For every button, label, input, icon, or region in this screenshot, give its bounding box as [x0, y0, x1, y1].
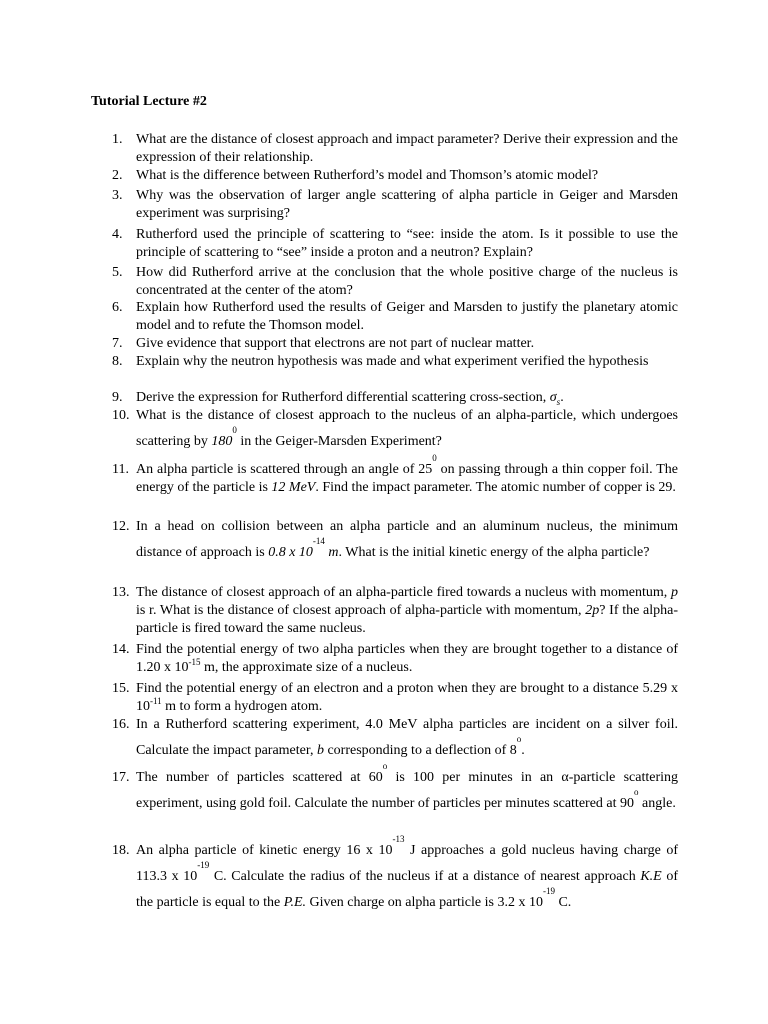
question-number: 16. — [112, 717, 130, 732]
question-number: 14. — [112, 642, 130, 657]
question-number: 3. — [112, 188, 123, 203]
page-title: Tutorial Lecture #2 — [91, 94, 207, 109]
question-number: 10. — [112, 408, 130, 423]
question-text: An alpha particle of kinetic energy 16 x $10^{-13}$ J approaches a gold nucleus having charge of 113.3 x $10^{-19}$ C. Calculate the radius of the nucleus if at a distance of nearest approach K.E of the particle is equal to the P.E. Given charge on alpha particle is 3.2 x $10^{-19}$ C. — [136, 834, 678, 910]
question-text: Give evidence that support that electrons are not part of nuclear matter. — [136, 336, 535, 351]
question-text: Explain how Rutherford used the results of Geiger and Marsden to justify the planetary atomic model and to refute the Thomson model. — [136, 300, 678, 333]
question-text: The number of particles scattered at 60$^o$ is 100 per minutes in an α-particle scattering experiment, using gold foil. Calculate the number of particles per minutes scattered at 90$^o$ angle. — [136, 761, 678, 811]
question-number: 18. — [112, 843, 130, 858]
question-number: 5. — [112, 265, 123, 280]
question-number: 6. — [112, 300, 123, 315]
question-text: In a head on collision between an alpha particle and an aluminum nucleus, the minimum distance of approach is 0.8 x $10^{-14}$ m. What is the initial kinetic energy of the alpha particle? — [136, 519, 678, 560]
question-number: 1. — [112, 132, 123, 147]
question-number: 12. — [112, 519, 130, 534]
question-text: What are the distance of closest approach and impact parameter? Derive their expression and the expression of their relationship. — [136, 132, 678, 165]
question-text: Explain why the neutron hypothesis was made and what experiment verified the hypothesis — [136, 354, 649, 369]
question-text: Rutherford used the principle of scattering to “see: inside the atom. Is it possible to use the principle of scattering to “see” inside a proton and a neutron? Explain? — [136, 227, 678, 260]
question-text: Find the potential energy of two alpha particles when they are brought together to a distance of 1.20 x $10^{-15}$ m, the approximate size of a nucleus. — [136, 642, 678, 675]
question-number: 13. — [112, 585, 130, 600]
question-number: 8. — [112, 354, 123, 369]
question-number: 9. — [112, 390, 123, 405]
question-text: In a Rutherford scattering experiment, 4.0 MeV alpha particles are incident on a silver foil. Calculate the impact parameter, b corresponding to a deflection of 8$^o$. — [136, 717, 678, 758]
question-text: Find the potential energy of an electron and a proton when they are brought to a distance 5.29 x $10^{-11}$ m to form a hydrogen atom. — [136, 681, 678, 714]
question-text: What is the distance of closest approach to the nucleus of an alpha-particle, which undergoes scattering by $180^0$ in the Geiger-Marsden Experiment? — [136, 408, 678, 449]
question-number: 7. — [112, 336, 123, 351]
question-text: How did Rutherford arrive at the conclusion that the whole positive charge of the nucleus is concentrated at the center of the atom? — [136, 265, 678, 298]
question-text: What is the difference between Rutherford’s model and Thomson’s atomic model? — [136, 168, 599, 183]
question-text: Derive the expression for Rutherford differential scattering cross-section, $\sigma_s$. — [136, 390, 564, 407]
question-number: 15. — [112, 681, 130, 696]
question-number: 2. — [112, 168, 123, 183]
question-number: 4. — [112, 227, 123, 242]
question-number: 11. — [112, 462, 129, 477]
question-number: 17. — [112, 770, 130, 785]
question-text: An alpha particle is scattered through an angle of $25^0$ on passing through a thin copper foil. The energy of the particle is 12 MeV. Find the impact parameter. The atomic number of copper is 29. — [136, 453, 678, 495]
question-text: Why was the observation of larger angle scattering of alpha particle in Geiger and Marsden experiment was surprising? — [136, 188, 678, 221]
question-text: The distance of closest approach of an alpha-particle fired towards a nucleus with momentum, p is r. What is the distance of closest approach of alpha-particle with momentum, 2p? If the alpha-particle is fired toward the same nucleus. — [136, 585, 678, 636]
